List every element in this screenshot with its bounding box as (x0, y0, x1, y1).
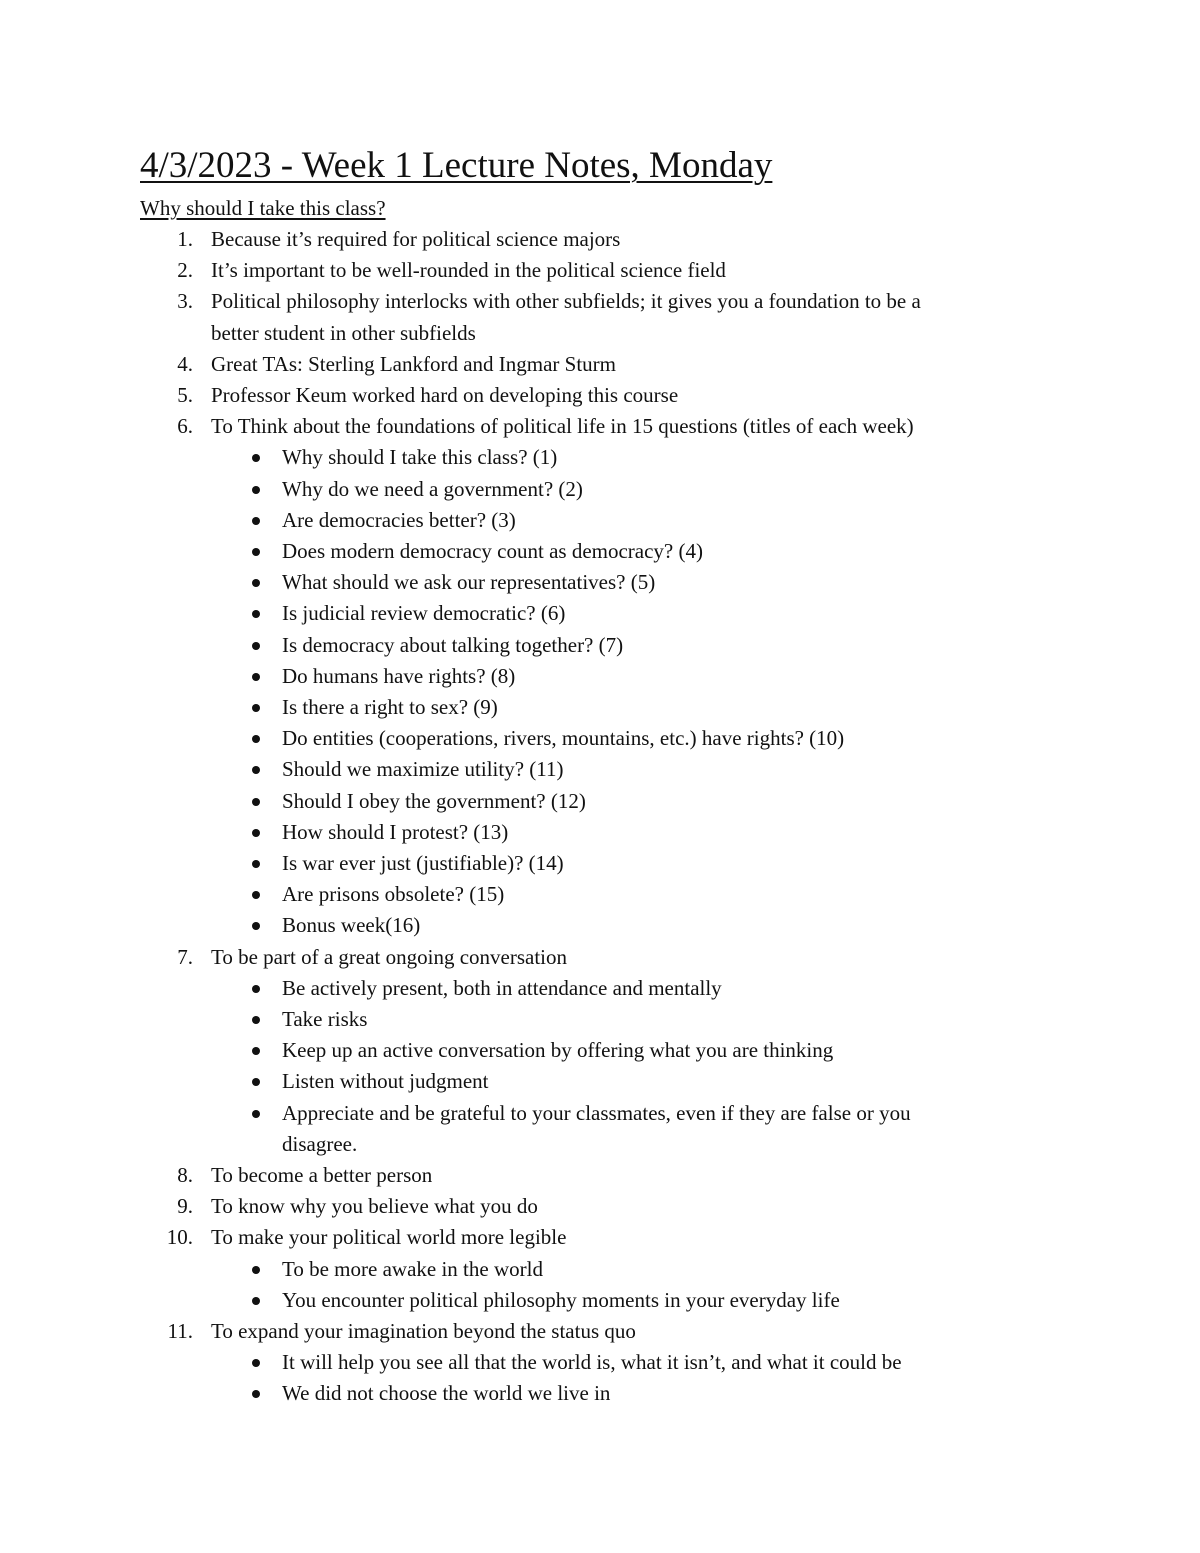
list-item-number: 9. (177, 1194, 193, 1218)
bullet-icon (252, 704, 260, 712)
list-item: To know why you believe what you do (211, 1194, 538, 1218)
list-item-number: 10. (166, 1225, 193, 1249)
bullet-item: Are prisons obsolete? (15) (282, 882, 505, 906)
bullet-item: Appreciate and be grateful to your classmates, even if they are false or you (282, 1101, 911, 1125)
bullet-item: Is war ever just (justifiable)? (14) (282, 851, 564, 875)
bullet-item: How should I protest? (13) (282, 820, 509, 844)
bullet-icon (252, 766, 260, 774)
list-item-number: 11. (167, 1319, 193, 1343)
bullet-item: Keep up an active conversation by offering what you are thinking (282, 1038, 834, 1062)
bullet-icon (252, 1297, 260, 1305)
list-item: To expand your imagination beyond the status quo (211, 1319, 636, 1343)
list-item: Professor Keum worked hard on developing this course (211, 383, 679, 407)
bullet-icon (252, 735, 260, 743)
bullet-icon (252, 517, 260, 525)
page-title: 4/3/2023 - Week 1 Lecture Notes, Monday (140, 145, 773, 186)
bullet-icon (252, 860, 260, 868)
list-item-number: 2. (177, 258, 193, 282)
bullet-icon (252, 1390, 260, 1398)
bullet-item: It will help you see all that the world is, what it isn’t, and what it could be (282, 1350, 902, 1374)
bullet-icon (252, 610, 260, 618)
list-item-number: 7. (177, 945, 193, 969)
bullet-item: What should we ask our representatives? (5) (282, 570, 656, 594)
bullet-item: Does modern democracy count as democracy? (4) (282, 539, 703, 563)
list-item: To Think about the foundations of political life in 15 questions (titles of each week) (211, 414, 914, 438)
bullet-icon (252, 579, 260, 587)
bullet-item: Do humans have rights? (8) (282, 664, 516, 688)
list-item-number: 8. (177, 1163, 193, 1187)
list-item: To make your political world more legible (211, 1225, 567, 1249)
bullet-icon (252, 891, 260, 899)
bullet-item: Is democracy about talking together? (7) (282, 633, 624, 657)
bullet-icon (252, 642, 260, 650)
bullet-icon (252, 1266, 260, 1274)
bullet-item: You encounter political philosophy moments in your everyday life (282, 1288, 840, 1312)
bullet-item: Take risks (282, 1007, 368, 1031)
list-item-number: 6. (177, 414, 193, 438)
bullet-icon (252, 1078, 260, 1086)
bullet-icon (252, 1016, 260, 1024)
bullet-icon (252, 829, 260, 837)
bullet-icon (252, 985, 260, 993)
bullet-item: We did not choose the world we live in (282, 1381, 611, 1405)
list-item: Because it’s required for political science majors (211, 227, 621, 251)
bullet-item: To be more awake in the world (282, 1257, 543, 1281)
bullet-item: Why do we need a government? (2) (282, 477, 583, 501)
list-item: To become a better person (211, 1163, 433, 1187)
list-item-number: 5. (177, 383, 193, 407)
bullet-item: Why should I take this class? (1) (282, 445, 558, 469)
bullet-icon (252, 1047, 260, 1055)
list-item-number: 1. (177, 227, 193, 251)
list-item-continuation: better student in other subfields (211, 321, 476, 345)
bullet-item: Is judicial review democratic? (6) (282, 601, 566, 625)
list-item: To be part of a great ongoing conversation (211, 945, 567, 969)
bullet-item: Should we maximize utility? (11) (282, 757, 564, 781)
list-item: Political philosophy interlocks with other subfields; it gives you a foundation to be a (211, 289, 921, 313)
bullet-item: Is there a right to sex? (9) (282, 695, 498, 719)
bullet-item: Be actively present, both in attendance and mentally (282, 976, 722, 1000)
bullet-icon (252, 486, 260, 494)
bullet-item: Listen without judgment (282, 1069, 489, 1093)
bullet-icon (252, 1110, 260, 1118)
bullet-icon (252, 673, 260, 681)
list-item: It’s important to be well-rounded in the political science field (211, 258, 726, 282)
bullet-item: Do entities (cooperations, rivers, mountains, etc.) have rights? (10) (282, 726, 845, 750)
list-item-number: 3. (177, 289, 193, 313)
list-item: Great TAs: Sterling Lankford and Ingmar Sturm (211, 352, 617, 376)
bullet-icon (252, 548, 260, 556)
bullet-item-continuation: disagree. (282, 1132, 358, 1156)
bullet-icon (252, 1359, 260, 1367)
list-item-number: 4. (177, 352, 193, 376)
bullet-icon (252, 922, 260, 930)
bullet-item: Bonus week(16) (282, 913, 421, 937)
bullet-item: Are democracies better? (3) (282, 508, 516, 532)
bullet-icon (252, 454, 260, 462)
bullet-icon (252, 798, 260, 806)
bullet-item: Should I obey the government? (12) (282, 789, 586, 813)
section-heading: Why should I take this class? (140, 196, 386, 220)
